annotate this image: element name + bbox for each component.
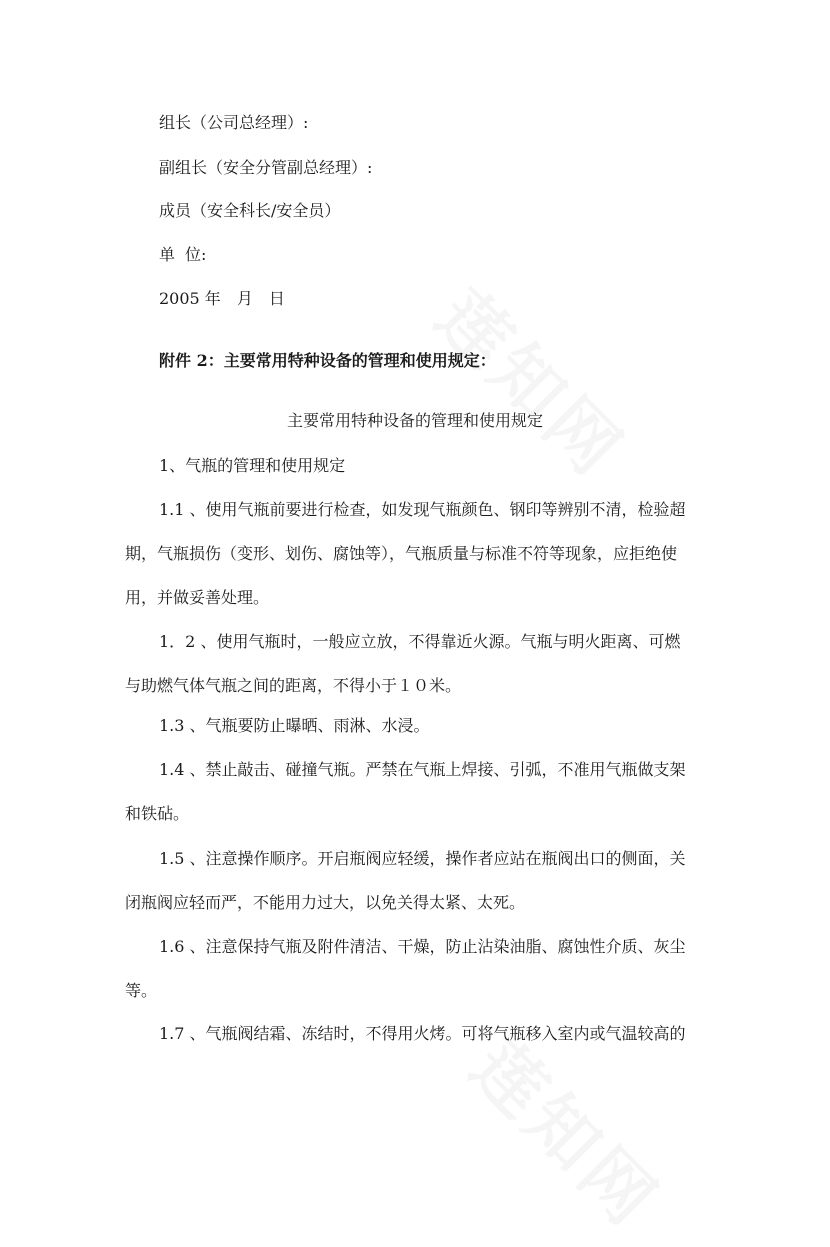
appendix-heading: 附件 2：主要常用特种设备的管理和使用规定： xyxy=(159,351,496,370)
date-year: 2005 年 xyxy=(159,289,221,308)
paragraph-line: 1．2 、使用气瓶时，一般应立放，不得靠近火源。气瓶与明火距离、可燃 xyxy=(159,632,681,651)
paragraph-line: 1.5 、注意操作顺序。开启瓶阀应轻缓，操作者应站在瓶阀出口的侧面，关 xyxy=(159,849,686,868)
paragraph-line: 等。 xyxy=(125,981,158,1000)
paragraph-line: 与助燃气体气瓶之间的距离，不得小于１０米。 xyxy=(125,676,462,695)
paragraph-line: 1.6 、注意保持气瓶及附件清洁、干燥，防止沾染油脂、腐蚀性介质、灰尘 xyxy=(159,937,686,956)
paragraph-line: 期，气瓶损伤（变形、划伤、腐蚀等），气瓶质量与标准不符等现象，应拒绝使 xyxy=(125,544,678,563)
date-line xyxy=(159,291,285,307)
paragraph-line: 1.3 、气瓶要防止曝晒、雨淋、水浸。 xyxy=(159,716,430,735)
paragraph-line: 和铁砧。 xyxy=(125,804,190,823)
date-day: 日 xyxy=(268,289,285,308)
paragraph-line: 用，并做妥善处理。 xyxy=(125,588,270,607)
watermark xyxy=(418,264,651,497)
leader-line: 组长（公司总经理）: xyxy=(159,113,309,132)
paragraph-line: 1.4 、禁止敲击、碰撞气瓶。严禁在气瓶上焊接、引弧，不准用气瓶做支架 xyxy=(159,760,686,779)
document-title: 主要常用特种设备的管理和使用规定 xyxy=(286,411,543,430)
paragraph-line: 1.1 、使用气瓶前要进行检查，如发现气瓶颜色、钢印等辨别不清，检验超 xyxy=(159,500,686,519)
paragraph-line: 闭瓶阀应轻而严，不能用力过大，以免关得太紧、太死。 xyxy=(125,893,526,912)
deputy-line: 副组长（安全分管副总经理）: xyxy=(159,158,373,177)
paragraph-line: 1.7 、气瓶阀结霜、冻结时，不得用火烤。可将气瓶移入室内或气温较高的 xyxy=(159,1024,686,1043)
members-line: 成员（安全科长/安全员） xyxy=(159,201,341,220)
section-heading: 1、气瓶的管理和使用规定 xyxy=(159,456,346,475)
watermark xyxy=(453,1014,686,1247)
unit-line xyxy=(159,247,206,263)
unit-label-a: 单 xyxy=(159,245,176,264)
unit-label-b: 位: xyxy=(185,245,207,264)
date-month: 月 xyxy=(236,289,253,308)
